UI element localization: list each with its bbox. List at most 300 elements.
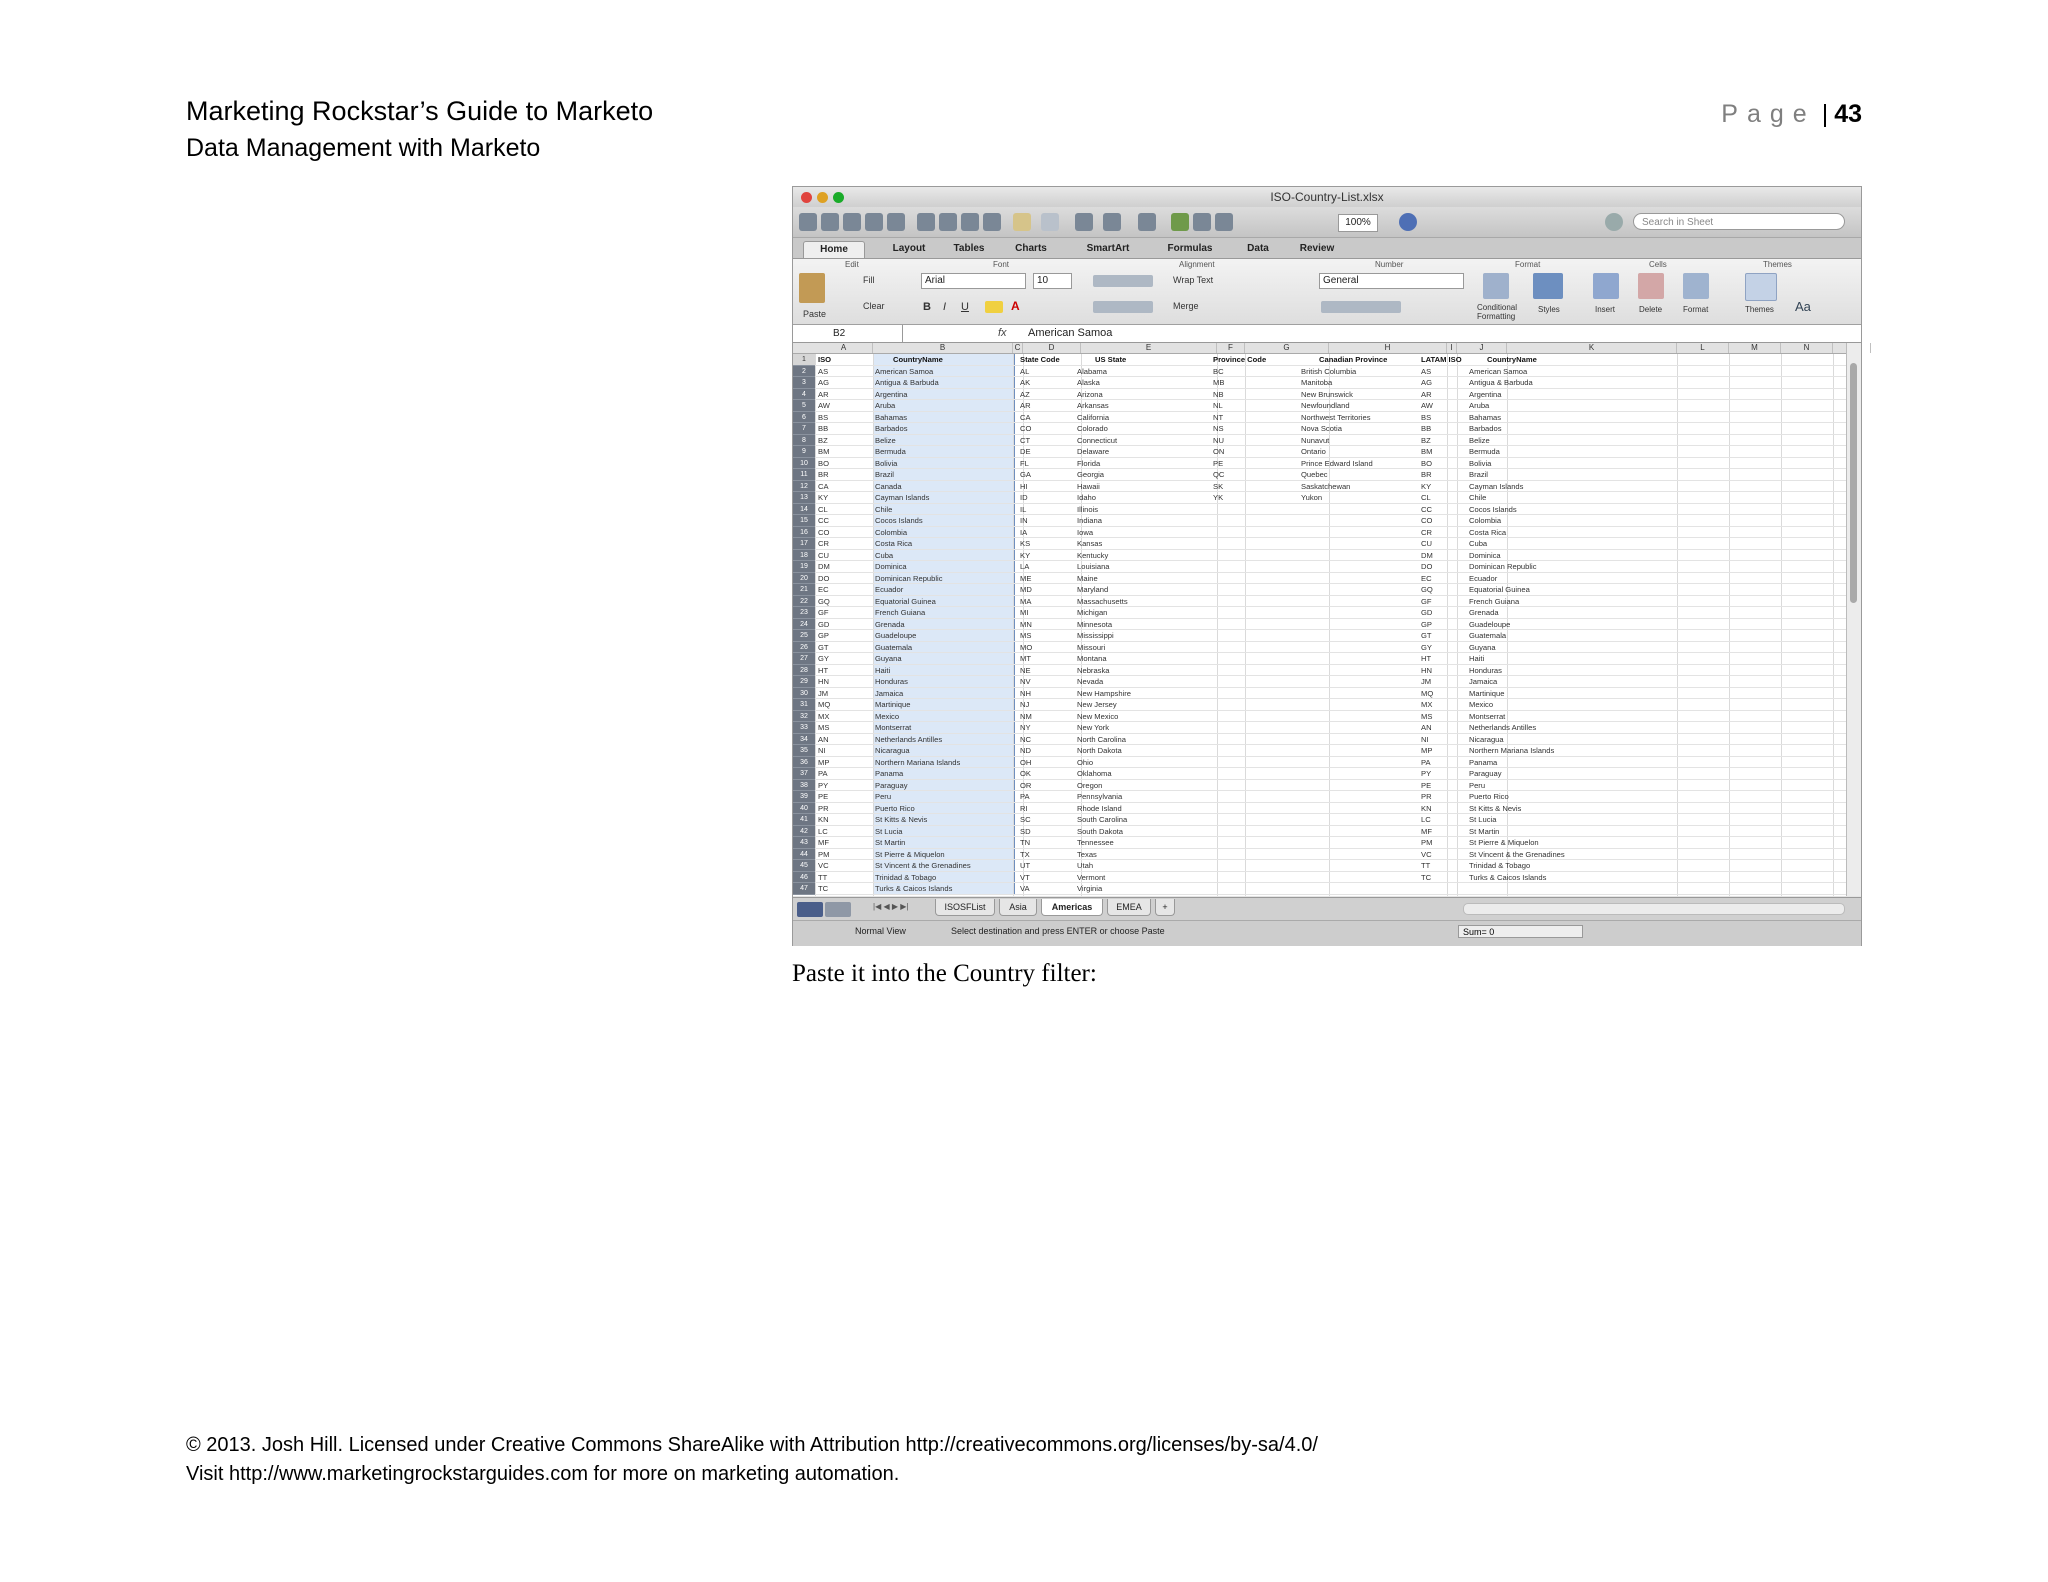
- table-cell[interactable]: PY: [1421, 769, 1432, 778]
- column-header-e[interactable]: E: [1081, 343, 1217, 353]
- table-cell[interactable]: Belize: [1469, 435, 1490, 445]
- undo-icon[interactable]: [1013, 213, 1031, 231]
- table-cell[interactable]: Cuba: [1469, 539, 1488, 548]
- table-cell[interactable]: Idaho: [1077, 493, 1097, 502]
- font-color-icon[interactable]: A: [1011, 299, 1020, 313]
- table-cell[interactable]: Mexico: [875, 711, 900, 721]
- table-cell[interactable]: Hawaii: [1077, 481, 1100, 491]
- zoom-level[interactable]: 100%: [1338, 214, 1378, 232]
- table-cell[interactable]: Dominica: [875, 562, 907, 571]
- table-cell[interactable]: Cayman Islands: [875, 493, 930, 502]
- status-sum-select[interactable]: Sum= 0: [1458, 925, 1583, 938]
- table-cell[interactable]: Netherlands Antilles: [875, 734, 943, 744]
- table-cell[interactable]: British Columbia: [1301, 366, 1357, 376]
- delete-cells-icon[interactable]: [1638, 273, 1664, 299]
- table-cell[interactable]: Haiti: [875, 665, 891, 675]
- table-cell[interactable]: Trinidad & Tobago: [875, 872, 937, 882]
- table-cell[interactable]: Northern Mariana Islands: [875, 757, 961, 767]
- conditional-formatting-icon[interactable]: [1483, 273, 1509, 299]
- column-header-i[interactable]: I: [1447, 343, 1457, 353]
- font-name-select[interactable]: Arial: [921, 273, 1026, 289]
- table-cell[interactable]: Colombia: [1469, 516, 1502, 525]
- column-header-a[interactable]: A: [815, 343, 873, 353]
- table-cell[interactable]: Nicaragua: [875, 746, 910, 755]
- fx-icon[interactable]: fx: [998, 327, 1007, 339]
- table-cell[interactable]: Brazil: [1469, 470, 1488, 479]
- table-cell[interactable]: Honduras: [875, 677, 908, 686]
- row-number[interactable]: 8: [793, 435, 815, 447]
- table-cell[interactable]: Peru: [875, 792, 892, 801]
- table-cell[interactable]: PA: [818, 769, 828, 778]
- table-cell[interactable]: AR: [1421, 389, 1432, 399]
- table-cell[interactable]: TC: [818, 884, 829, 893]
- table-cell[interactable]: New Mexico: [1077, 711, 1119, 721]
- theme-fonts-icon[interactable]: Aa: [1795, 299, 1811, 314]
- table-cell[interactable]: GY: [1421, 642, 1432, 652]
- table-cell[interactable]: GT: [1421, 631, 1432, 640]
- sheet-tab-asia[interactable]: Asia: [999, 899, 1037, 916]
- table-cell[interactable]: Arkansas: [1077, 401, 1109, 410]
- table-cell[interactable]: ID: [1020, 493, 1028, 502]
- table-cell[interactable]: Brazil: [875, 470, 894, 479]
- new-workbook-icon[interactable]: [799, 213, 817, 231]
- add-sheet-button[interactable]: +: [1155, 899, 1175, 916]
- format-cells-icon[interactable]: [1683, 273, 1709, 299]
- table-cell[interactable]: Colorado: [1077, 424, 1108, 433]
- table-cell[interactable]: Rhode Island: [1077, 803, 1122, 813]
- table-cell[interactable]: Kentucky: [1077, 550, 1109, 560]
- table-cell[interactable]: BS: [1421, 412, 1432, 422]
- tab-review[interactable]: Review: [1299, 243, 1335, 254]
- table-cell[interactable]: Texas: [1077, 849, 1097, 859]
- table-cell[interactable]: St Pierre & Miquelon: [875, 849, 945, 859]
- name-box[interactable]: B2: [793, 325, 903, 342]
- table-cell[interactable]: Aruba: [875, 401, 896, 410]
- table-cell[interactable]: Chile: [875, 504, 893, 514]
- table-cell[interactable]: Guadeloupe: [1469, 619, 1511, 629]
- table-cell[interactable]: NH: [1020, 688, 1031, 698]
- highlight-color-icon[interactable]: [985, 301, 1003, 313]
- table-cell[interactable]: Argentina: [875, 389, 908, 399]
- table-cell[interactable]: Oklahoma: [1077, 769, 1112, 778]
- table-cell[interactable]: PM: [818, 849, 830, 859]
- number-format-select[interactable]: General: [1319, 273, 1464, 289]
- table-cell[interactable]: CL: [818, 504, 828, 514]
- table-cell[interactable]: Jamaica: [1469, 677, 1498, 686]
- normal-view-icon[interactable]: [797, 902, 823, 917]
- row-number[interactable]: 38: [793, 780, 815, 792]
- table-cell[interactable]: Dominican Republic: [1469, 562, 1537, 571]
- cell-area[interactable]: [815, 354, 1849, 895]
- table-cell[interactable]: CU: [818, 550, 829, 560]
- table-cell[interactable]: Guyana: [1469, 642, 1496, 652]
- table-cell[interactable]: Indiana: [1077, 516, 1102, 525]
- table-cell[interactable]: Grenada: [1469, 608, 1499, 617]
- table-cell[interactable]: Grenada: [875, 619, 905, 629]
- table-cell[interactable]: BR: [1421, 470, 1432, 479]
- row-number[interactable]: 29: [793, 676, 815, 688]
- table-cell[interactable]: Illinois: [1077, 504, 1099, 514]
- column-header-g[interactable]: G: [1245, 343, 1329, 353]
- row-number[interactable]: 31: [793, 699, 815, 711]
- table-cell[interactable]: PM: [1421, 838, 1433, 847]
- table-cell[interactable]: DM: [1421, 550, 1433, 560]
- table-cell[interactable]: Saskatchewan: [1301, 481, 1351, 491]
- table-cell[interactable]: Colombia: [875, 527, 908, 537]
- table-cell[interactable]: Belize: [875, 435, 896, 445]
- table-cell[interactable]: Cocos Islands: [875, 516, 923, 525]
- paste-large-icon[interactable]: [799, 273, 825, 303]
- table-cell[interactable]: Nevada: [1077, 677, 1104, 686]
- spreadsheet-grid[interactable]: [793, 343, 1849, 896]
- table-cell[interactable]: Northwest Territories: [1301, 412, 1371, 422]
- table-cell[interactable]: Cayman Islands: [1469, 481, 1524, 491]
- table-cell[interactable]: AR: [818, 389, 829, 399]
- paste-icon[interactable]: [961, 213, 979, 231]
- table-cell[interactable]: Nova Scotia: [1301, 424, 1342, 433]
- row-number[interactable]: 2: [793, 366, 815, 378]
- row-number[interactable]: 35: [793, 745, 815, 757]
- row-number[interactable]: 24: [793, 619, 815, 631]
- table-cell[interactable]: OK: [1020, 769, 1031, 778]
- table-cell[interactable]: Turks & Caicos Islands: [1469, 872, 1547, 882]
- merge-button[interactable]: Merge: [1173, 301, 1199, 311]
- table-cell[interactable]: Costa Rica: [875, 539, 913, 548]
- table-cell[interactable]: Guyana: [875, 654, 902, 663]
- table-cell[interactable]: Louisiana: [1077, 562, 1110, 571]
- table-cell[interactable]: Mississippi: [1077, 631, 1114, 640]
- toolbox-icon[interactable]: [1171, 213, 1189, 231]
- table-cell[interactable]: CT: [1020, 435, 1031, 445]
- table-cell[interactable]: KY: [818, 493, 829, 502]
- table-cell[interactable]: Florida: [1077, 458, 1101, 468]
- styles-icon[interactable]: [1533, 273, 1563, 299]
- table-cell[interactable]: GP: [1421, 619, 1432, 629]
- tab-home[interactable]: Home: [803, 241, 865, 258]
- table-cell[interactable]: Manitoba: [1301, 378, 1333, 387]
- fill-button[interactable]: Fill: [863, 275, 875, 285]
- table-cell[interactable]: California: [1077, 412, 1110, 422]
- table-cell[interactable]: IL: [1020, 504, 1027, 514]
- redo-icon[interactable]: [1041, 213, 1059, 231]
- themes-button[interactable]: Themes: [1745, 305, 1774, 314]
- open-icon[interactable]: [843, 213, 861, 231]
- row-number[interactable]: 5: [793, 400, 815, 412]
- table-cell[interactable]: BZ: [818, 435, 828, 445]
- table-cell[interactable]: OR: [1020, 780, 1032, 790]
- table-cell[interactable]: Georgia: [1077, 470, 1105, 479]
- table-cell[interactable]: New Jersey: [1077, 700, 1117, 709]
- table-cell[interactable]: SC: [1020, 815, 1031, 824]
- table-cell[interactable]: Michigan: [1077, 608, 1108, 617]
- table-cell[interactable]: BZ: [1421, 435, 1431, 445]
- row-number[interactable]: 42: [793, 826, 815, 838]
- table-cell[interactable]: Martinique: [875, 700, 911, 709]
- table-cell[interactable]: NU: [1213, 435, 1224, 445]
- table-cell[interactable]: FL: [1020, 458, 1029, 468]
- table-cell[interactable]: Guatemala: [1469, 631, 1507, 640]
- copy-icon[interactable]: [939, 213, 957, 231]
- row-number[interactable]: 7: [793, 423, 815, 435]
- table-cell[interactable]: KY: [1020, 550, 1031, 560]
- table-cell[interactable]: MA: [1020, 596, 1032, 606]
- row-number[interactable]: 14: [793, 504, 815, 516]
- table-cell[interactable]: Ecuador: [875, 585, 904, 594]
- table-cell[interactable]: St Pierre & Miquelon: [1469, 838, 1539, 847]
- column-header-d[interactable]: D: [1023, 343, 1081, 353]
- table-cell[interactable]: St Martin: [875, 838, 906, 847]
- table-cell[interactable]: Cocos Islands: [1469, 504, 1517, 514]
- table-cell[interactable]: Haiti: [1469, 654, 1485, 663]
- row-number[interactable]: 12: [793, 481, 815, 493]
- italic-button[interactable]: I: [943, 301, 947, 313]
- row-number[interactable]: 47: [793, 883, 815, 895]
- row-number[interactable]: 37: [793, 768, 815, 780]
- row-number[interactable]: 41: [793, 814, 815, 826]
- table-cell[interactable]: MQ: [818, 700, 831, 709]
- table-cell[interactable]: Costa Rica: [1469, 527, 1507, 537]
- row-number[interactable]: 36: [793, 757, 815, 769]
- row-number[interactable]: 46: [793, 872, 815, 884]
- table-cell[interactable]: DO: [818, 573, 830, 583]
- table-cell[interactable]: Tennessee: [1077, 838, 1114, 847]
- table-cell[interactable]: ON: [1213, 447, 1225, 456]
- table-cell[interactable]: BO: [1421, 458, 1432, 468]
- row-number[interactable]: 10: [793, 458, 815, 470]
- table-cell[interactable]: NS: [1213, 424, 1224, 433]
- themes-icon[interactable]: [1745, 273, 1777, 301]
- table-cell[interactable]: Alaska: [1077, 378, 1100, 387]
- table-cell[interactable]: JM: [818, 688, 829, 698]
- table-cell[interactable]: Paraguay: [1469, 769, 1502, 778]
- table-cell[interactable]: DO: [1421, 562, 1433, 571]
- table-cell[interactable]: MP: [1421, 746, 1433, 755]
- table-cell[interactable]: GY: [818, 654, 829, 663]
- row-number[interactable]: 32: [793, 711, 815, 723]
- table-cell[interactable]: Cuba: [875, 550, 894, 560]
- row-number[interactable]: 27: [793, 653, 815, 665]
- table-cell[interactable]: LC: [1421, 815, 1431, 824]
- sort-icon[interactable]: [1103, 213, 1121, 231]
- format-painter-icon[interactable]: [983, 213, 1001, 231]
- table-cell[interactable]: Missouri: [1077, 642, 1106, 652]
- table-cell[interactable]: Virginia: [1077, 884, 1103, 893]
- print-icon[interactable]: [887, 213, 905, 231]
- column-header-h[interactable]: H: [1329, 343, 1447, 353]
- table-cell[interactable]: HT: [818, 665, 829, 675]
- table-cell[interactable]: VC: [818, 861, 829, 870]
- row-number[interactable]: 19: [793, 561, 815, 573]
- table-cell[interactable]: Kansas: [1077, 539, 1103, 548]
- row-number[interactable]: 17: [793, 538, 815, 550]
- table-cell[interactable]: MX: [818, 711, 830, 721]
- table-cell[interactable]: CL: [1421, 493, 1431, 502]
- align-text-icons[interactable]: [1093, 301, 1153, 313]
- table-cell[interactable]: Puerto Rico: [875, 803, 915, 813]
- row-number[interactable]: 20: [793, 573, 815, 585]
- table-cell[interactable]: GA: [1020, 470, 1031, 479]
- format-cells-button[interactable]: Format: [1683, 305, 1709, 314]
- column-title[interactable]: Canadian Province: [1319, 355, 1388, 364]
- formula-input[interactable]: American Samoa: [1028, 327, 1113, 339]
- table-cell[interactable]: BC: [1213, 366, 1224, 376]
- tab-smartart[interactable]: SmartArt: [1086, 243, 1130, 254]
- table-cell[interactable]: TT: [818, 872, 828, 882]
- table-cell[interactable]: Montana: [1077, 654, 1107, 663]
- row-number[interactable]: 28: [793, 665, 815, 677]
- tab-tables[interactable]: Tables: [953, 243, 985, 254]
- table-cell[interactable]: AN: [818, 734, 829, 744]
- table-cell[interactable]: NM: [1020, 711, 1032, 721]
- row-number[interactable]: 40: [793, 803, 815, 815]
- table-cell[interactable]: MO: [1020, 642, 1033, 652]
- table-cell[interactable]: Trinidad & Tobago: [1469, 861, 1531, 870]
- column-header-n[interactable]: N: [1781, 343, 1833, 353]
- table-cell[interactable]: St Vincent & the Grenadines: [1469, 849, 1565, 859]
- row-number[interactable]: 11: [793, 469, 815, 481]
- table-cell[interactable]: VA: [1020, 884, 1030, 893]
- table-cell[interactable]: Equatorial Guinea: [875, 596, 936, 606]
- table-cell[interactable]: AW: [818, 401, 830, 410]
- sheet-tab-americas[interactable]: Americas: [1041, 899, 1103, 916]
- delete-cells-button[interactable]: Delete: [1639, 305, 1663, 314]
- table-cell[interactable]: Montserrat: [875, 723, 912, 732]
- tab-charts[interactable]: Charts: [1015, 243, 1047, 254]
- table-cell[interactable]: CR: [1421, 527, 1432, 537]
- table-cell[interactable]: Chile: [1469, 493, 1487, 502]
- table-cell[interactable]: PR: [818, 803, 829, 813]
- row-number[interactable]: 45: [793, 860, 815, 872]
- table-cell[interactable]: South Carolina: [1077, 815, 1128, 824]
- tab-data[interactable]: Data: [1247, 243, 1269, 254]
- table-cell[interactable]: CO: [1020, 424, 1032, 433]
- table-cell[interactable]: Bahamas: [875, 412, 908, 422]
- table-cell[interactable]: VT: [1020, 872, 1030, 882]
- table-cell[interactable]: IA: [1020, 527, 1028, 537]
- row-number[interactable]: 18: [793, 550, 815, 562]
- table-cell[interactable]: DE: [1020, 447, 1031, 456]
- column-header-m[interactable]: M: [1729, 343, 1781, 353]
- table-cell[interactable]: GD: [1421, 608, 1433, 617]
- autosum-icon[interactable]: [1075, 213, 1093, 231]
- table-cell[interactable]: Bermuda: [875, 447, 906, 456]
- column-title[interactable]: CountryName: [1487, 355, 1537, 364]
- table-cell[interactable]: St Martin: [1469, 826, 1500, 836]
- vertical-scrollbar[interactable]: [1846, 343, 1861, 896]
- table-cell[interactable]: CA: [818, 481, 829, 491]
- table-cell[interactable]: SK: [1213, 481, 1224, 491]
- table-cell[interactable]: Newfoundland: [1301, 401, 1350, 410]
- table-cell[interactable]: Minnesota: [1077, 619, 1113, 629]
- save-icon[interactable]: [865, 213, 883, 231]
- table-cell[interactable]: BB: [818, 424, 829, 433]
- insert-cells-button[interactable]: Insert: [1595, 305, 1616, 314]
- table-cell[interactable]: HN: [1421, 665, 1432, 675]
- table-cell[interactable]: MT: [1020, 654, 1031, 663]
- table-cell[interactable]: ND: [1020, 746, 1031, 755]
- row-number[interactable]: 1: [793, 354, 815, 366]
- help-icon[interactable]: [1399, 213, 1417, 231]
- table-cell[interactable]: NT: [1213, 412, 1224, 422]
- row-number[interactable]: 25: [793, 630, 815, 642]
- table-cell[interactable]: CR: [818, 539, 829, 548]
- table-cell[interactable]: NC: [1020, 734, 1031, 744]
- table-cell[interactable]: French Guiana: [875, 608, 926, 617]
- table-cell[interactable]: PY: [818, 780, 829, 790]
- sheet-nav-arrows[interactable]: |◀ ◀ ▶ ▶|: [873, 902, 909, 911]
- table-cell[interactable]: Turks & Caicos Islands: [875, 884, 953, 893]
- table-cell[interactable]: PA: [1020, 792, 1030, 801]
- column-title[interactable]: Province Code: [1213, 355, 1267, 364]
- table-cell[interactable]: MB: [1213, 378, 1225, 387]
- table-cell[interactable]: Canada: [875, 481, 902, 491]
- table-cell[interactable]: LA: [1020, 562, 1030, 571]
- font-size-select[interactable]: 10: [1033, 273, 1072, 289]
- table-cell[interactable]: Bahamas: [1469, 412, 1502, 422]
- table-cell[interactable]: UT: [1020, 861, 1031, 870]
- row-number[interactable]: 34: [793, 734, 815, 746]
- table-cell[interactable]: BO: [818, 458, 829, 468]
- insert-cells-icon[interactable]: [1593, 273, 1619, 299]
- tab-layout[interactable]: Layout: [892, 243, 926, 254]
- table-cell[interactable]: Netherlands Antilles: [1469, 723, 1537, 732]
- styles-button[interactable]: Styles: [1538, 305, 1560, 314]
- table-cell[interactable]: Maine: [1077, 573, 1098, 583]
- column-header-j[interactable]: J: [1457, 343, 1507, 353]
- table-cell[interactable]: Dominican Republic: [875, 573, 943, 583]
- table-cell[interactable]: AS: [818, 366, 829, 376]
- sheet-tab-emea[interactable]: EMEA: [1107, 899, 1151, 916]
- table-cell[interactable]: Massachusetts: [1077, 596, 1128, 606]
- row-number[interactable]: 43: [793, 837, 815, 849]
- table-cell[interactable]: CO: [818, 527, 830, 537]
- view-icon[interactable]: [1215, 213, 1233, 231]
- cut-icon[interactable]: [917, 213, 935, 231]
- row-number[interactable]: 13: [793, 492, 815, 504]
- table-cell[interactable]: PE: [818, 792, 829, 801]
- table-cell[interactable]: American Samoa: [1469, 366, 1528, 376]
- table-cell[interactable]: Puerto Rico: [1469, 792, 1509, 801]
- row-number[interactable]: 21: [793, 584, 815, 596]
- table-cell[interactable]: MI: [1020, 608, 1029, 617]
- number-format-icons[interactable]: [1321, 301, 1401, 313]
- table-cell[interactable]: Yukon: [1301, 493, 1323, 502]
- table-cell[interactable]: MF: [1421, 826, 1432, 836]
- table-cell[interactable]: AG: [1421, 378, 1432, 387]
- table-cell[interactable]: Alabama: [1077, 366, 1107, 376]
- table-cell[interactable]: TN: [1020, 838, 1031, 847]
- table-cell[interactable]: KN: [1421, 803, 1432, 813]
- table-cell[interactable]: BR: [818, 470, 829, 479]
- table-cell[interactable]: AZ: [1020, 389, 1030, 399]
- table-cell[interactable]: St Lucia: [1469, 815, 1497, 824]
- table-cell[interactable]: YK: [1213, 493, 1224, 502]
- table-cell[interactable]: Vermont: [1077, 872, 1106, 882]
- table-cell[interactable]: New Brunswick: [1301, 389, 1353, 399]
- table-cell[interactable]: Nebraska: [1077, 665, 1110, 675]
- table-cell[interactable]: ME: [1020, 573, 1032, 583]
- table-cell[interactable]: Bolivia: [1469, 458, 1492, 468]
- table-cell[interactable]: NI: [818, 746, 826, 755]
- table-cell[interactable]: AK: [1020, 378, 1031, 387]
- table-cell[interactable]: Bolivia: [875, 458, 898, 468]
- table-cell[interactable]: St Lucia: [875, 826, 903, 836]
- table-cell[interactable]: QC: [1213, 470, 1225, 479]
- table-cell[interactable]: AR: [1020, 401, 1031, 410]
- row-number[interactable]: 30: [793, 688, 815, 700]
- row-number[interactable]: 15: [793, 515, 815, 527]
- row-number[interactable]: 16: [793, 527, 815, 539]
